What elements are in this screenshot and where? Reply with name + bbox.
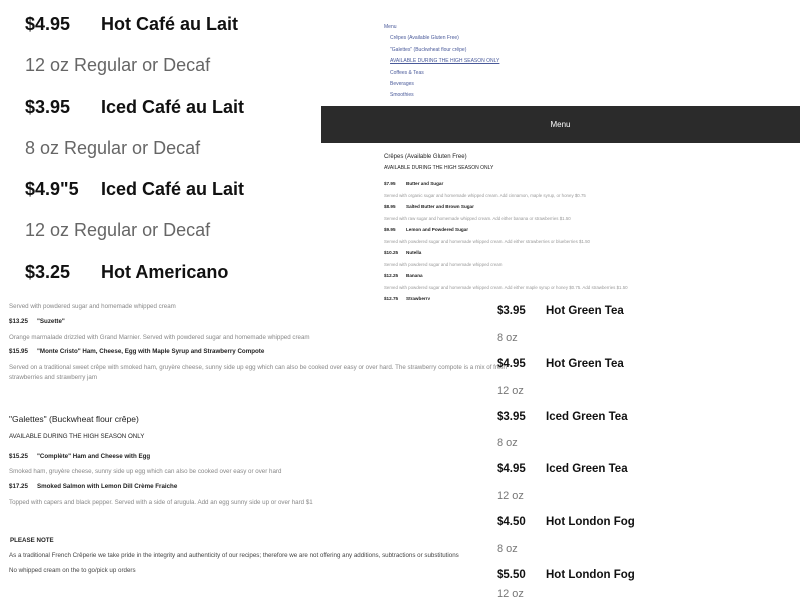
menu-item-row [384, 296, 784, 300]
item-description: Orange marmalade drizzled with Grand Marnier. Served with powdered sugar and homemade whipped cream [9, 334, 310, 341]
item-price: $4.95 [497, 463, 526, 475]
item-name: Strawberry [406, 296, 431, 300]
menu-item-row [9, 348, 264, 355]
note-text: No whipped cream on the to go/pick up orders [9, 567, 136, 574]
item-size: 8 oz [497, 332, 518, 344]
item-price: $17.25 [9, 483, 28, 490]
menu-item-row [9, 453, 150, 460]
menu-item-row [9, 318, 65, 325]
item-size: 12 oz [497, 490, 524, 502]
item-price: $4.9"5 [25, 179, 79, 199]
item-price: $5.50 [497, 569, 526, 581]
menu-item-row [384, 273, 784, 278]
section-availability: AVAILABLE DURING THE HIGH SEASON ONLY [384, 165, 494, 171]
menu-item-row [9, 483, 177, 490]
item-name: Hot Green Tea [546, 305, 624, 317]
menu-item-row [497, 358, 624, 370]
item-price: $12.25 [384, 273, 399, 278]
item-name: "Suzette" [37, 318, 65, 325]
item-name: Hot London Fog [546, 569, 635, 581]
item-price: $12.75 [384, 296, 399, 300]
item-price: $3.95 [497, 305, 526, 317]
nav-link-high-season[interactable]: AVAILABLE DURING THE HIGH SEASON ONLY [390, 58, 500, 65]
item-size: 12 oz Regular or Decaf [25, 220, 211, 240]
item-size: 12 oz [497, 588, 524, 600]
item-price: $9.95 [384, 227, 396, 232]
item-name: Smoked Salmon with Lemon Dill Crème Fraiche [37, 483, 178, 490]
item-name: Hot Green Tea [546, 358, 624, 370]
item-size: 12 oz Regular or Decaf [25, 55, 211, 75]
menu-toggle-bar[interactable] [321, 106, 800, 143]
item-description-cont: strawberries and strawberry jam [9, 374, 98, 381]
item-name: Salted Butter and Brown Sugar [406, 204, 474, 209]
menu-item-row [497, 569, 635, 581]
note-text: As a traditional French Crêperie we take pride in the integrity and authenticity of our recipes; therefore we are not offering any additions, subtractions or substitutions [9, 552, 459, 559]
menu-item-row [497, 463, 628, 475]
menu-item-row [25, 97, 244, 118]
item-size: 8 oz [497, 437, 518, 449]
item-price: $8.95 [384, 204, 396, 209]
menu-item-row [497, 305, 624, 317]
item-description: Served with organic sugar and homemade whipped cream. Add cinnamon, maple syrup, or honey $0.75 [384, 193, 586, 198]
item-name: Iced Green Tea [546, 411, 628, 423]
item-description: Served with powdered sugar and homemade whipped cream. Add either maple syrup or honey $0.75. Add strawberries $1.50 [384, 285, 628, 290]
item-price: $4.50 [497, 516, 526, 528]
item-description: Served on a traditional sweet crêpe with smoked ham, gruyère cheese, sunny side up egg which can also be cooked over easy or over hard. The strawberry compote is a mix of fresh [9, 364, 507, 371]
item-name: Banana [406, 273, 423, 278]
item-price: $13.25 [9, 318, 28, 325]
item-price: $3.95 [25, 97, 71, 117]
item-description: Served with powdered sugar and homemade whipped cream [384, 262, 503, 267]
item-name: Nutella [406, 250, 422, 255]
nav-link-beverages[interactable]: Beverages [390, 80, 414, 87]
nav-link-smoothies[interactable]: Smoothies [390, 92, 414, 99]
item-name: Hot London Fog [546, 516, 635, 528]
item-price: $4.95 [25, 14, 71, 34]
nav-link-coffees-teas[interactable]: Coffees & Teas [390, 69, 424, 76]
item-description: Served with powdered sugar and homemade whipped cream. Add either strawberries or blueberries $1.50 [384, 239, 590, 244]
item-name: Hot Americano [101, 262, 229, 282]
section-title: "Galettes" (Buckwheat flour crêpe) [9, 414, 139, 424]
note-title: PLEASE NOTE [10, 537, 54, 544]
section-availability: AVAILABLE DURING THE HIGH SEASON ONLY [9, 433, 145, 440]
item-name: Iced Café au Lait [101, 97, 245, 117]
menu-item-row [25, 262, 228, 283]
nav-link-crepes[interactable]: Crêpes (Available Gluten Free) [390, 35, 459, 42]
item-size: 8 oz [497, 543, 518, 555]
item-name: Iced Green Tea [546, 463, 628, 475]
item-price: $10.25 [384, 250, 399, 255]
item-name: Lemon and Powdered Sugar [406, 227, 469, 232]
menu-item-row [25, 179, 244, 200]
item-name: "Complète" Ham and Cheese with Egg [37, 453, 151, 460]
item-price: $3.95 [497, 411, 526, 423]
item-description: Served with raw sugar and homemade whipped cream. Add either banana or strawberries $1.50 [384, 216, 571, 221]
menu-item-row [384, 227, 784, 232]
item-price: $15.25 [9, 453, 28, 460]
item-name: "Monte Cristo" Ham, Cheese, Egg with Maple Syrup and Strawberry Compote [37, 348, 265, 355]
item-price: $15.95 [9, 348, 28, 355]
item-size: 8 oz Regular or Decaf [25, 138, 201, 158]
menu-item-row [497, 516, 635, 528]
item-price: $3.25 [25, 262, 71, 282]
menu-bar-label: Menu [550, 120, 571, 129]
menu-item-row [25, 14, 238, 35]
item-size: 12 oz [497, 385, 524, 397]
item-description: Served with powdered sugar and homemade whipped cream [9, 303, 176, 310]
mini-site-nav [384, 22, 499, 102]
item-description: Topped with capers and black pepper. Served with a side of arugula. Add an egg sunny side up or over hard $1 [9, 499, 313, 506]
nav-link-menu[interactable]: Menu [384, 24, 397, 30]
item-name: Butter and Sugar [406, 181, 444, 186]
item-name: Hot Café au Lait [101, 14, 239, 34]
mini-crepes-section [384, 152, 784, 300]
item-price: $4.95 [497, 358, 526, 370]
nav-link-galettes[interactable]: "Galettes" (Buckwheat flour crêpe) [390, 46, 467, 53]
menu-item-row [384, 181, 784, 186]
section-title: Crêpes (Available Gluten Free) [384, 154, 467, 160]
menu-item-row [384, 250, 784, 255]
item-name: Iced Café au Lait [101, 179, 245, 199]
menu-item-row [497, 411, 628, 423]
menu-item-row [384, 204, 784, 209]
item-description: Smoked ham, gruyère cheese, sunny side up egg which can also be cooked over easy or over hard [9, 468, 282, 475]
item-price: $7.95 [384, 181, 396, 186]
